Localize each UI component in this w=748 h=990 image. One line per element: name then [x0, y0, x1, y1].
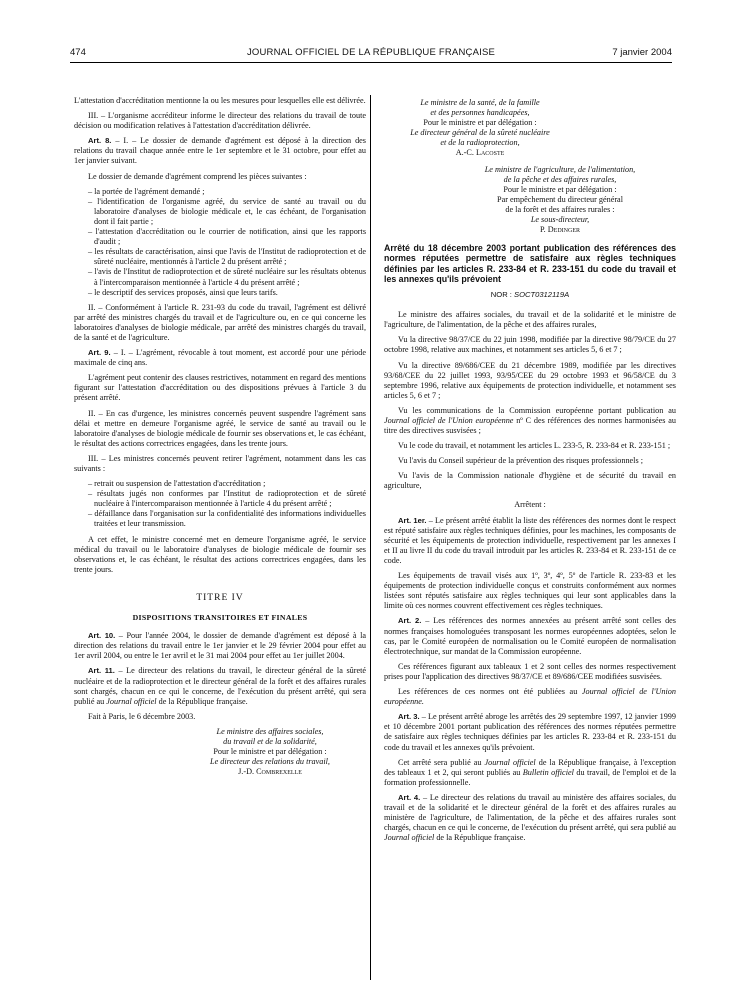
paragraph	[384, 758, 676, 788]
paragraph: III. – Les ministres concernés peuvent retirer l'agrément, notamment dans les cas suivants :	[74, 453, 366, 473]
signature-line: Le sous-directeur,	[530, 215, 590, 225]
paragraph: L'attestation d'accréditation mentionne la ou les mesures pour lesquelles elle est délivrée.	[74, 96, 366, 105]
text-run: du travail, de l'emploi et de la formation professionnelle.	[384, 767, 676, 787]
list-item: – retrait ou suspension de l'attestation d'accréditation ;	[74, 479, 366, 489]
list-item: – l'attestation d'accréditation ou le courrier de notification, ainsi que les rapports d'audit ;	[74, 227, 366, 247]
article-text: – Pour l'année 2004, le dossier de demande d'agrément est déposé à la direction des relations du travail entre le 1er janvier et le 29 février 2004 pour effet au 1er avril 2004, ou entre le 1er avril et le 31 mai 2004 pour effet au 1er juillet 2004.	[74, 631, 366, 661]
paragraph: Le ministre des affaires sociales, du travail et de la solidarité et le ministre de l'agriculture, de l'alimentation, de la pêche et des affaires rurales,	[384, 310, 676, 330]
header-rule	[70, 62, 672, 63]
article-9	[74, 348, 366, 368]
article-label: Art. 1er.	[398, 515, 427, 525]
signature-line: Le directeur des relations du travail,	[210, 757, 330, 767]
article-label: Art. 9.	[88, 348, 111, 358]
article-label: Art. 4.	[398, 792, 421, 802]
signature-line: Pour le ministre et par délégation :	[213, 747, 327, 757]
list-item: – l'identification de l'organisme agréé, du service de santé au travail ou du laboratoire d'analyses de biologie médicale et, le cas échéant, de l'organisation dont il fait partie ;	[74, 197, 366, 227]
article-text: – Le directeur des relations du travail, le directeur général de la sûreté nucléaire et de la radioprotection et le directeur général de la forêt et des affaires rurales sont chargés, chacun en ce qui le concerne, de l'exécution du présent arrêté, qui sera publié au	[74, 666, 366, 706]
list-item: – l'avis de l'Institut de radioprotection et de sûreté nucléaire sur les résultats obtenus à l'intercomparaison mentionnée à l'article 4 du présent arrêté ;	[74, 267, 366, 287]
date-line: Fait à Paris, le 6 décembre 2003.	[88, 711, 196, 721]
article-2	[384, 616, 676, 656]
list-item: – le descriptif des services proposés, ainsi que leurs tarifs.	[74, 288, 366, 298]
nor-code: SOCT0312119A	[514, 290, 570, 300]
text-run: Vu les communications de la Commission européenne portant publication au	[398, 405, 676, 415]
article-1	[384, 516, 676, 566]
issue-date: 7 janvier 2004	[612, 47, 672, 58]
article-text: – Le directeur des relations du travail au ministère des affaires sociales, du travail et de la solidarité et le directeur général de la forêt et des affaires rurales au ministère de l'agriculture, de l'alimentation, de la pêche et des affaires rurales sont chargés, chacun en ce qui le concerne, de l'exécution du présent arrêté, qui sera publié au	[384, 792, 676, 833]
article-3	[384, 712, 676, 752]
page-number: 474	[70, 47, 86, 58]
titre-heading: TITRE IV	[196, 592, 244, 603]
nor-label: NOR :	[490, 290, 515, 300]
text-run: nº C des références des normes harmonisées au titre des directives susvisées ;	[384, 415, 676, 436]
journal-officiel-ref: Journal officiel de l'Union européenne.	[384, 687, 676, 707]
signature-line: et des personnes handicapées,	[430, 108, 530, 118]
signature-line: du travail et de la solidarité,	[223, 736, 317, 746]
paragraph	[384, 687, 676, 707]
article-label: Art. 8.	[88, 136, 112, 146]
article-text-end: de la République française.	[434, 833, 526, 843]
paragraph: Vu l'avis de la Commission nationale d'hygiène et de sécurité du travail en agriculture,	[384, 471, 676, 491]
paragraph: Vu le code du travail, et notamment les articles L. 233-5, R. 233-84 et R. 233-151 ;	[398, 441, 671, 451]
signatory-name: P. Dedinger	[540, 225, 580, 235]
nor-reference	[384, 290, 676, 300]
article-text: – I. – L'agrément, révocable à tout moment, est accordé pour une période maximale de cinq ans.	[74, 348, 366, 368]
signature-line: Le ministre des affaires sociales,	[216, 726, 324, 736]
right-column	[384, 96, 676, 848]
signatory-name: A.-C. Lacoste	[455, 148, 505, 158]
signature-line: Le ministre de l'agriculture, de l'alimentation,	[484, 164, 636, 174]
article-text-end: de la République française.	[156, 696, 248, 706]
article-8	[74, 136, 366, 166]
journal-officiel-ref: Journal officiel de l'Union européenne	[384, 415, 514, 425]
paragraph: Les équipements de travail visés aux 1º, 3º, 4º, 5º de l'article R. 233-83 et les équipements de protection individuelle conçus et construits conformément aux normes listées sont réputés satisfaire aux règles techniques qui leur sont applicables dans la limite où ces normes couvrent effectivement ces règles techniques.	[384, 571, 676, 611]
paragraph: III. – L'organisme accréditeur informe le directeur des relations du travail de toute décision ou modification relatives à l'attestation d'accréditation délivrée.	[74, 111, 366, 131]
article-label: Art. 11.	[88, 666, 115, 676]
article-text: – Le présent arrêté établit la liste des références des normes dont le respect est réputé satisfaire aux règles techniques définies, pour les machines, les composants de sécurité et les équipements de protection individuelle, respectivement par les annexes I et II au livre II du code du travail introduit par les articles R. 233-84 et R. 233-151 de ce code.	[384, 515, 676, 565]
article-label: Art. 3.	[398, 712, 420, 722]
signature-block	[444, 165, 676, 236]
list-item: – défaillance dans l'organisation sur la confidentialité des informations individuelles traitées et leur transmission.	[74, 509, 366, 529]
bulletin-officiel-ref: Bulletin officiel	[522, 767, 574, 777]
list-item: – résultats jugés non conformes par l'Institut de radioprotection et de sûreté nucléaire à l'intercomparaison mentionnée à l'article 4 du présent arrêté ;	[74, 489, 366, 509]
paragraph	[384, 406, 676, 436]
text-run: de la République française, à l'exception des tableaux 1 et 2, qui seront publiés au	[384, 757, 676, 777]
signature-line: Le directeur général de la sûreté nucléaire	[410, 128, 550, 138]
signature-line: Par empêchement du directeur général	[497, 194, 623, 204]
article-text: – I. – Le dossier de demande d'agrément est déposé à la direction des relations du travail chaque année entre le 1er septembre et le 31 octobre, pour effet au 1er janvier suivant.	[74, 136, 366, 166]
paragraph: Ces références figurant aux tableaux 1 et 2 sont celles des normes respectivement prises pour l'application des directives 98/37/CE et 89/686/CEE modifiées susvisées.	[384, 661, 676, 681]
journal-officiel-ref: Journal officiel	[384, 833, 435, 843]
article-4	[384, 793, 676, 843]
journal-officiel-ref: Journal officiel	[106, 696, 157, 706]
article-label: Art. 10.	[88, 631, 116, 641]
text-run: Cet arrêté sera publié au	[398, 757, 485, 767]
article-text: – Le présent arrêté abroge les arrêtés des 29 septembre 1997, 12 janvier 1999 et 10 décembre 2001 portant publication des références des normes réputées permettre de satisfaire aux règles techniques définies par les articles R. 233-84 et R. 233-151 du code du travail et les annexes qu'ils prévoient.	[384, 712, 676, 752]
article-11	[74, 666, 366, 706]
arretent-line: Arrêtent :	[514, 499, 546, 509]
paragraph: A cet effet, le ministre concerné met en demeure l'organisme agréé, le service médical du travail ou le laboratoire d'analyses de biologie médicale de fournir ses observations et, le cas échéant, le résultat des actions correctrices engagées, dans les trente jours.	[74, 534, 366, 574]
paragraph: II. – Conformément à l'article R. 231-93 du code du travail, l'agrément est délivré par arrêté des ministres chargés du travail et de l'agriculture ou, en ce qui concerne les laboratoires d'analyses de biologie médicale, par arrêté des ministres chargés du travail, de la santé et de l'agriculture.	[74, 302, 366, 342]
signature-line: Pour le ministre et par délégation :	[503, 184, 617, 194]
signature-line: de la forêt et des affaires rurales :	[505, 204, 615, 214]
left-column	[74, 96, 366, 783]
article-text: – Les références des normes annexées au présent arrêté sont celles des normes françaises homologuées transposant les normes européennes adoptées, selon le cas, par le Comité européen de normalisation ou le Comité européen de normalisation électrotechnique, sur mandat de la Commission européenne.	[384, 616, 676, 656]
list-item: – la portée de l'agrément demandé ;	[74, 187, 366, 197]
signature-block	[384, 98, 576, 159]
article-10	[74, 631, 366, 661]
signature-block	[174, 727, 366, 777]
paragraph: Vu la directive 98/37/CE du 22 juin 1998, modifiée par la directive 98/79/CE du 27 octobre 1998, relative aux machines, et notamment ses articles 5, 6 et 7 ;	[384, 335, 676, 355]
arrete-heading: Arrêté du 18 décembre 2003 portant publication des références des normes réputées permettre de satisfaire aux règles techniques définies par les articles R. 233-84 et R. 233-151 du code du travail et les annexes qu'ils prévoient	[384, 243, 676, 284]
paragraph: L'agrément peut contenir des clauses restrictives, notamment en regard des mentions figurant sur l'attestation d'accréditation ou des dispositions prévues à l'article 3 du présent arrêté.	[74, 373, 366, 403]
signature-line: de la pêche et des affaires rurales,	[503, 174, 617, 184]
paragraph: Vu l'avis du Conseil supérieur de la prévention des risques professionnels ;	[398, 456, 643, 466]
pieces-list	[74, 187, 366, 298]
journal-title: JOURNAL OFFICIEL DE LA RÉPUBLIQUE FRANÇAISE	[246, 47, 496, 58]
paragraph: Vu la directive 89/686/CEE du 21 décembre 1989, modifiée par les directives 93/68/CEE du 22 juillet 1993, 93/95/CEE du 29 octobre 1993 et 96/58/CE du 3 septembre 1996, relative aux équipements de protection individuelle, et notamment ses articles 5, 6 et 7 ;	[384, 360, 676, 400]
text-run: Les références de ces normes ont été publiées au	[398, 687, 582, 697]
signature-line: Le ministre de la santé, de la famille	[420, 98, 540, 107]
journal-officiel-ref: Journal officiel	[484, 757, 536, 767]
column-divider	[370, 95, 371, 980]
list-item: – les résultats de caractérisation, ainsi que l'avis de l'Institut de radioprotection et de sûreté nucléaire, mentionnés à l'article 2 du présent arrêté ;	[74, 247, 366, 267]
signature-line: et de la radioprotection,	[440, 138, 520, 148]
paragraph: II. – En cas d'urgence, les ministres concernés peuvent suspendre l'agrément sans délai et mettre en demeure l'organisme agréé, le service de santé au travail ou le laboratoire d'analyses de biologie médicale de fournir ses observations et, le cas échéant, le résultat des actions correctrices engagées, dans les trente jours.	[74, 408, 366, 448]
page-header	[70, 47, 672, 61]
signatory-name: J.-D. Combrexelle	[238, 767, 302, 777]
article-label: Art. 2.	[398, 616, 422, 626]
paragraph: Le dossier de demande d'agrément comprend les pièces suivantes :	[88, 171, 307, 181]
section-heading: DISPOSITIONS TRANSITOIRES ET FINALES	[132, 613, 308, 623]
signature-line: Pour le ministre et par délégation :	[423, 118, 537, 128]
retrait-list	[74, 479, 366, 529]
